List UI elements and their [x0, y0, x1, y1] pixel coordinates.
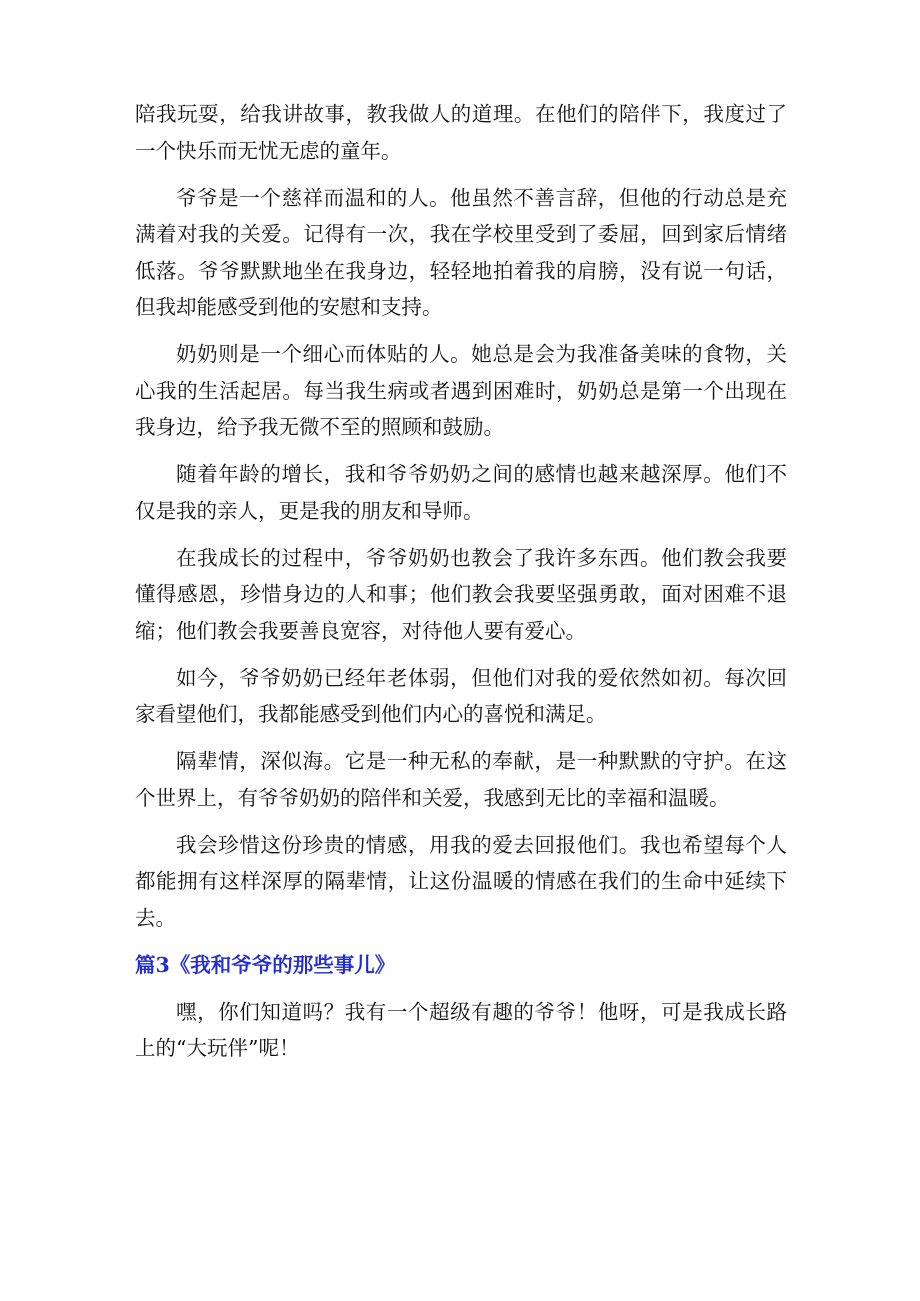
section-heading: 篇3《我和爷爷的那些事儿》 — [135, 952, 396, 977]
paragraph-growing-bond: 随着年龄的增长，我和爷爷奶奶之间的感情也越来越深厚。他们不仅是我的亲人，更是我的朋友和导师。 — [135, 462, 787, 523]
document-page — [135, 96, 787, 1077]
paragraph-grandma: 奶奶则是一个细心而体贴的人。她总是会为我准备美味的食物，关心我的生活起居。每当我生病或者遇到困难时，奶奶总是第一个出现在我身边，给予我无微不至的照顾和鼓励。 — [135, 342, 787, 439]
paragraph-cherish: 我会珍惜这份珍贵的情感，用我的爱去回报他们。我也希望每个人都能拥有这样深厚的隔辈情，让这份温暖的情感在我们的生命中延续下去。 — [135, 832, 787, 930]
paragraph-grandpa: 爷爷是一个慈祥而温和的人。他虽然不善言辞，但他的行动总是充满着对我的关爱。记得有一次，我在学校里受到了委屈，回到家后情绪低落。爷爷默默地坐在我身边，轻轻地拍着我的肩膀，没有说一句话，但我却能感受到他的安慰和支持。 — [135, 185, 787, 319]
paragraph-continued: 陪我玩耍，给我讲故事，教我做人的道理。在他们的陪伴下，我度过了一个快乐而无忧无虑的童年。 — [135, 102, 787, 163]
paragraph-deep-love: 隔辈情，深似海。它是一种无私的奉献，是一种默默的守护。在这个世界上，有爷爷奶奶的陪伴和关爱，我感到无比的幸福和温暖。 — [135, 749, 787, 810]
paragraph-now: 如今，爷爷奶奶已经年老体弱，但他们对我的爱依然如初。每次回家看望他们，我都能感受到他们内心的喜悦和满足。 — [135, 665, 787, 726]
paragraph-lessons: 在我成长的过程中，爷爷奶奶也教会了我许多东西。他们教会我要懂得感恩，珍惜身边的人和事；他们教会我要坚强勇敢，面对困难不退缩；他们教会我要善良宽容，对待他人要有爱心。 — [135, 545, 787, 643]
paragraph-intro: 嘿，你们知道吗？我有一个超级有趣的爷爷！他呀，可是我成长路上的“大玩伴”呢！ — [135, 999, 787, 1060]
